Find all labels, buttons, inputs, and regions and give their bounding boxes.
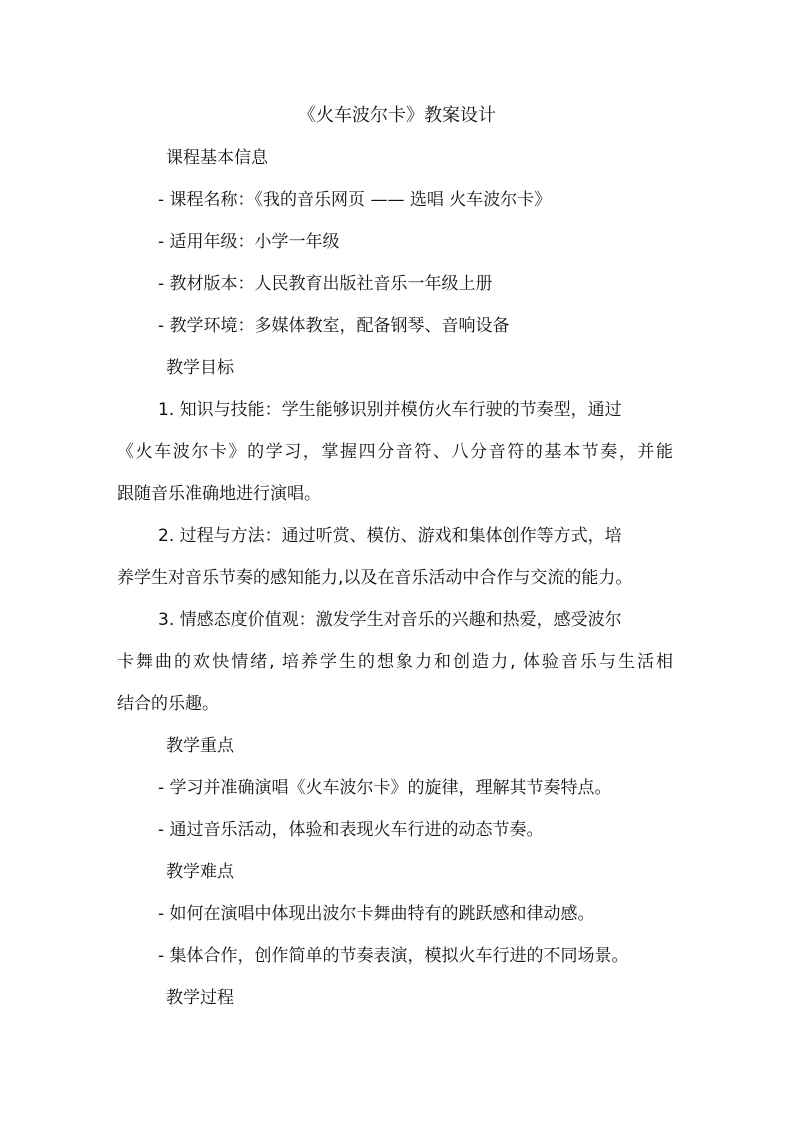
list-item-course-name: - 课程名称：《我的音乐网页 —— 选唱 火车波尔卡》	[158, 190, 552, 210]
objective-3-line-2: 卡舞曲的欢快情绪, 培养学生的想象力和创造力, 体验音乐与生活相	[117, 652, 673, 672]
list-item-textbook: - 教材版本：人民教育出版社音乐一年级上册	[158, 274, 493, 294]
heading-process: 教学过程	[166, 988, 234, 1008]
list-item-difficulty-2: - 集体合作，创作简单的节奏表演，模拟火车行进的不同场景。	[158, 946, 629, 966]
objective-1-line-2: 《火车波尔卡》的学习，掌握四分音符、八分音符的基本节奏，并能	[117, 442, 673, 462]
heading-basic-info: 课程基本信息	[166, 148, 268, 168]
document-title: 《火车波尔卡》教案设计	[298, 105, 496, 126]
objective-3-line-3: 结合的乐趣。	[117, 694, 219, 714]
list-item-key-point-2: - 通过音乐活动，体验和表现火车行进的动态节奏。	[158, 820, 544, 840]
objective-2-line-2: 养学生对音乐节奏的感知能力,以及在音乐活动中合作与交流的能力。	[117, 568, 633, 588]
heading-difficulties: 教学难点	[166, 862, 234, 882]
list-item-environment: - 教学环境：多媒体教室，配备钢琴、音响设备	[158, 316, 510, 336]
objective-1-line-3: 跟随音乐准确地进行演唱。	[117, 484, 321, 504]
objective-3-line-1: 3. 情感态度价值观：激发学生对音乐的兴趣和热爱，感受波尔	[158, 610, 622, 630]
objective-1-line-1: 1. 知识与技能：学生能够识别并模仿火车行驶的节奏型，通过	[158, 400, 622, 420]
objective-2-line-1: 2. 过程与方法：通过听赏、模仿、游戏和集体创作等方式，培	[158, 526, 622, 546]
heading-key-points: 教学重点	[166, 736, 234, 756]
heading-objectives: 教学目标	[166, 358, 234, 378]
list-item-key-point-1: - 学习并准确演唱《火车波尔卡》的旋律，理解其节奏特点。	[158, 778, 612, 798]
list-item-difficulty-1: - 如何在演唱中体现出波尔卡舞曲特有的跳跃感和律动感。	[158, 904, 595, 924]
list-item-grade: - 适用年级：小学一年级	[158, 232, 340, 252]
